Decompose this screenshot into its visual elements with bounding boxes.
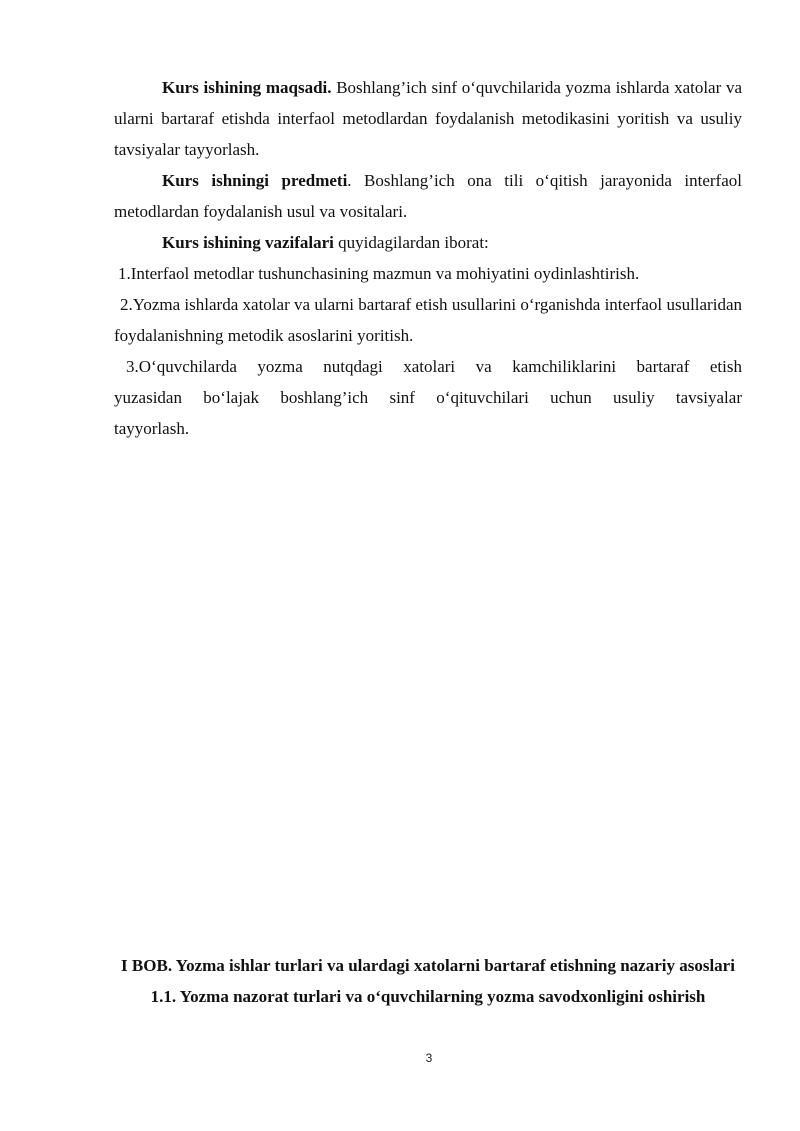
chapter-heading: I BOB. Yozma ishlar turlari va ulardagi xatolarni bartaraf etishning nazariy asoslari	[121, 956, 735, 975]
subject-paragraph	[114, 165, 742, 227]
headings-block	[114, 950, 742, 1012]
purpose-paragraph	[114, 72, 742, 165]
task-item-1: 1.Interfaol metodlar tushunchasining mazmun va mohiyatini oydinlashtirish.	[118, 264, 640, 283]
task-item-2: 2.Yozma ishlarda xatolar va ularni bartaraf etish usullarini o‘rganishda interfaol usullaridan foydalanishning metodik asoslarini yoritish.	[114, 295, 742, 345]
tasks-text: quyidagilardan iborat:	[333, 233, 489, 252]
subject-label: Kurs ishningi predmeti	[162, 171, 348, 190]
task-item-3: 3.O‘quvchilarda yozma nutqdagi xatolari va kamchiliklarini bartaraf etish yuzasidan bo‘lajak boshlang’ich sinf o‘qituvchilari uchun usuliy tavsiyalar tayyorlash.	[114, 357, 742, 438]
purpose-text: Boshlang’ich sinf o‘quvchilarida yozma ishlarda xatolar va ularni bartaraf etishda interfaol metodlardan foydalanish metodikasini yoritish va usuliy tavsiyalar tayyorlash.	[114, 78, 742, 159]
subject-text: . Boshlang’ich ona tili o‘qitish jarayonida interfaol metodlardan foydalanish usul va vositalari.	[114, 171, 742, 221]
tasks-paragraph	[114, 227, 742, 258]
section-heading: 1.1. Yozma nazorat turlari va o‘quvchilarning yozma savodxonligini oshirish	[150, 987, 706, 1006]
purpose-label: Kurs ishining maqsadi.	[162, 78, 332, 97]
document-body	[114, 72, 742, 444]
page-number: 3	[425, 1051, 433, 1065]
tasks-label: Kurs ishining vazifalari	[162, 233, 334, 252]
